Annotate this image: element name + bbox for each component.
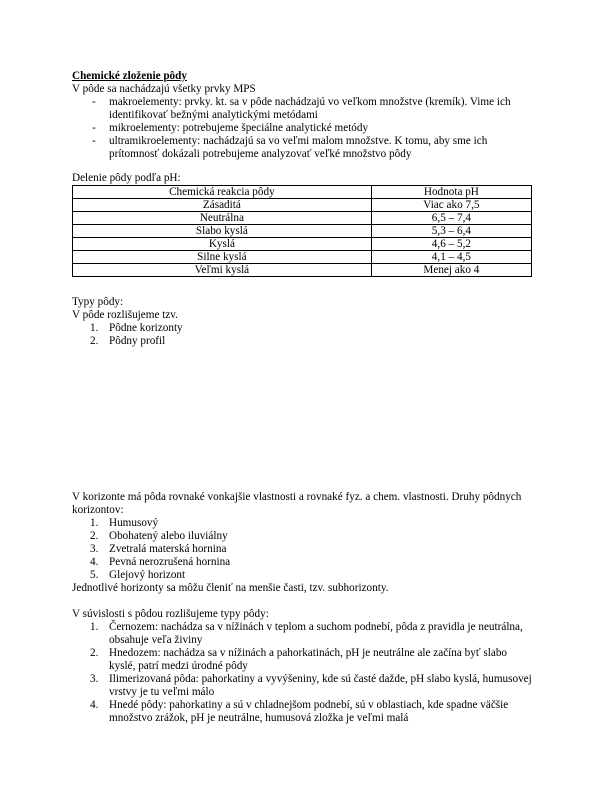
- section-intro: V pôde rozlišujeme tzv.: [72, 309, 178, 321]
- element-list: [72, 96, 532, 161]
- table-row: [73, 264, 532, 277]
- table-row: [73, 199, 532, 212]
- list-item: 4. Pevná nerozrušená hornina: [90, 556, 231, 568]
- list-item-text: Hnedé pôdy: pahorkatiny a sú v chladnejšom podnebí, sú v oblastiach, kde spadne väčšie množstvo zrážok, pH je neutrálne, humusová zložka je veľmi malá: [109, 699, 509, 724]
- list-item: 2. Hnedozem: nachádza sa v nížinách a pahorkatinách, pH je neutrálne ale začína byť slabo kyslé, patrí medzi úrodné pôdy: [90, 647, 508, 672]
- list-item: 4. Hnedé pôdy: pahorkatiny a sú v chladnejšom podnebí, sú v oblastiach, kde spadne väčšie množstvo zrážok, pH je neutrálne, humusová zložka je veľmi malá: [90, 699, 509, 724]
- list-item: 5. Glejový horizont: [90, 569, 186, 581]
- list-item: - ultramikroelementy: nachádzajú sa vo veľmi malom množstve. K tomu, aby sme ich prítomnosť dokázali potrebujeme analyzovať veľké množstvo pôdy: [72, 135, 532, 161]
- list-item-text: Zvetralá materská hornina: [109, 543, 227, 555]
- list-item: 2. Pôdny profil: [90, 335, 166, 347]
- table-cell: 5,3 – 6,4: [371, 225, 531, 238]
- table-row: [73, 225, 532, 238]
- list-item: 2. Obohatený alebo iluviálny: [90, 530, 228, 542]
- numbered-list: [72, 517, 532, 582]
- list-item-text: Ilimerizovaná pôda: pahorkatiny a vyvýšeniny, kde sú časté dažde, pH slabo kyslá, humusovej vrstvy je tu veľmi málo: [109, 673, 532, 698]
- list-item-text: Humusový: [109, 517, 159, 529]
- table-header-row: [73, 186, 532, 199]
- table-cell: Veľmi kyslá: [73, 264, 372, 277]
- section-heading: Typy pôdy:: [72, 296, 124, 308]
- list-item-text: Černozem: nachádza sa v nížinách v teplom a suchom podnebí, pôda z pravidla je neutrálna, obsahuje veľa živiny: [109, 621, 523, 646]
- ph-table: [72, 185, 532, 277]
- list-item-text: Pevná nerozrušená hornina: [109, 556, 231, 568]
- table-header: Hodnota pH: [371, 186, 531, 199]
- table-cell: Silne kyslá: [73, 251, 372, 264]
- paragraph: Jednotlivé horizonty sa môžu členiť na menšie časti, tzv. subhorizonty.: [72, 582, 389, 594]
- table-cell: 6,5 – 7,4: [371, 212, 531, 225]
- table-row: [73, 238, 532, 251]
- list-item-text: Pôdne korizonty: [109, 322, 183, 334]
- list-item: 3. Zvetralá materská hornina: [90, 543, 227, 555]
- section-chemical-composition: [72, 70, 532, 161]
- table-cell: Viac ako 7,5: [371, 199, 531, 212]
- table-caption: Delenie pôdy podľa pH:: [72, 172, 181, 184]
- list-item: 1. Černozem: nachádza sa v nížinách v teplom a suchom podnebí, pôda z pravidla je neutrálna, obsahuje veľa živiny: [90, 621, 523, 646]
- list-item-text: Obohatený alebo iluviálny: [109, 530, 228, 542]
- table-cell: Neutrálna: [73, 212, 372, 225]
- table-cell: Menej ako 4: [371, 264, 531, 277]
- table-row: [73, 251, 532, 264]
- list-item-text: Glejový horizont: [109, 569, 186, 581]
- ph-section: [72, 172, 532, 277]
- table-cell: Kyslá: [73, 238, 372, 251]
- table-cell: Slabo kyslá: [73, 225, 372, 238]
- section-soil-types: [72, 296, 532, 348]
- paragraph: V korizonte má pôda rovnaké vonkajšie vlastnosti a rovnaké fyz. a chem. vlastnosti. Druhy pôdnych korizontov:: [72, 491, 522, 516]
- numbered-list: [72, 322, 532, 348]
- table-cell: Zásaditá: [73, 199, 372, 212]
- table-cell: 4,1 – 4,5: [371, 251, 531, 264]
- list-item: 1. Pôdne korizonty: [90, 322, 183, 334]
- section-soil-relations: [72, 608, 532, 725]
- section-title: Chemické zloženie pôdy: [72, 70, 187, 82]
- table-header: Chemická reakcia pôdy: [73, 186, 372, 199]
- numbered-list: [72, 621, 532, 725]
- list-item: 1. Humusový: [90, 517, 159, 529]
- list-item-text: Pôdny profil: [109, 335, 166, 347]
- list-item: - mikroelementy: potrebujeme špeciálne analytické metódy: [72, 122, 532, 135]
- table-row: [73, 212, 532, 225]
- list-item: - makroelementy: prvky. kt. sa v pôde nachádzajú vo veľkom množstve (kremík). Vime ich identifikovať bežnými analytickými metódami: [72, 96, 532, 122]
- table-cell: 4,6 – 5,2: [371, 238, 531, 251]
- section-horizons: [72, 491, 532, 595]
- section-intro: V súvislosti s pôdou rozlišujeme typy pôdy:: [72, 608, 269, 620]
- list-item-text: Hnedozem: nachádza sa v nížinách a pahorkatinách, pH je neutrálne ale začína byť slabo kyslé, patrí medzi úrodné pôdy: [109, 647, 508, 672]
- list-item: 3. Ilimerizovaná pôda: pahorkatiny a vyvýšeniny, kde sú časté dažde, pH slabo kyslá, humusovej vrstvy je tu veľmi málo: [90, 673, 532, 698]
- section-intro: V pôde sa nachádzajú všetky prvky MPS: [72, 83, 256, 95]
